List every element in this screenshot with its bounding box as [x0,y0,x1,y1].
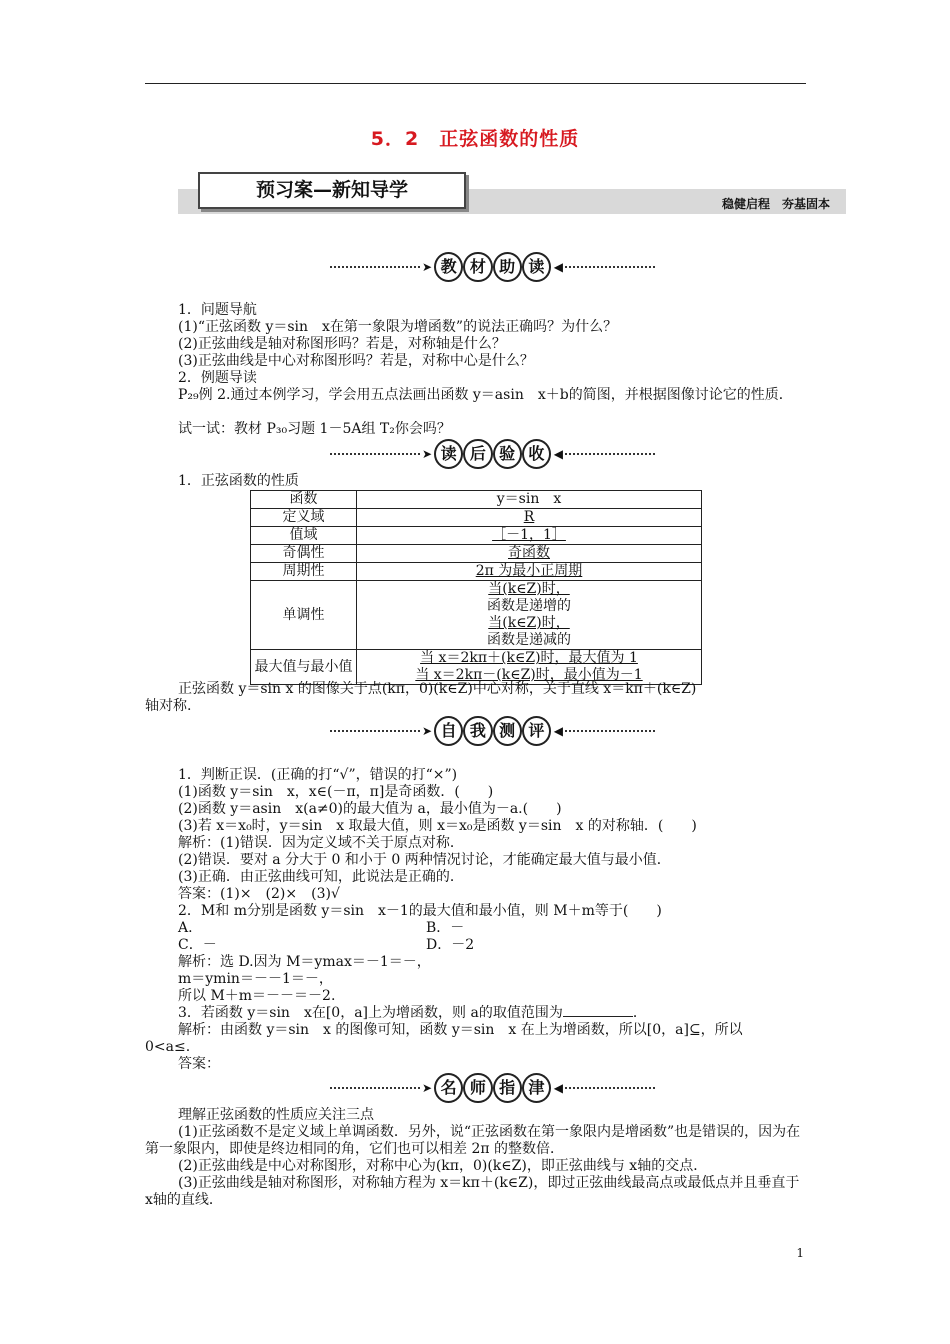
tips-paragraph: (1)正弦函数不是定义域上单调函数．另外，说“正弦函数在第一象限内是增函数”也是错误的，因为在第一象限内，即使是终边相同的角，它们也可以相差 2π 的整数倍． [145,1124,801,1157]
test-line: 1．判断正误．(正确的打“√”，错误的打“×”) [178,767,458,783]
test-line: 0<a≤. [145,1039,191,1055]
test-line: (3)若 x＝x₀时，y＝sin x 取最大值，则 x＝x₀是函数 y＝sin x 的对称轴．( ) [178,818,697,834]
read-line: (1)“正弦函数 y＝sin x在第一象限为增函数”的说法正确吗？为什么？ [178,319,618,335]
section-char: 津 [522,1073,551,1103]
test-line: (2)函数 y＝asin x(a≠0)的最大值为 a，最小值为－a.( ) [178,801,562,817]
read-line: 1．问题导航 [178,302,257,318]
section-header-tips: ➤ 名 师 指 津 ◀ [330,1073,655,1103]
section-char: 读 [434,439,463,469]
page-number: 1 [796,1246,804,1260]
banner-box: 预习案—新知导学 [198,172,466,209]
test-line: (1)函数 y＝sin x，x∈(－π，π]是奇函数．( ) [178,784,494,800]
test-line: 答案： [178,1056,220,1072]
page-title: 5．2 正弦函数的性质 [370,128,580,150]
read-line: (3)正弦曲线是中心对称图形吗？若是，对称中心是什么？ [178,353,534,369]
option-d: D．－2 [426,937,475,953]
read-paragraph: P₂₉例 2.通过本例学习，学会用五点法画出函数 y＝asin x＋b的简图，并根据图像讨论它的性质． [178,387,793,403]
section-char: 我 [463,716,492,746]
section-char: 测 [493,716,522,746]
symmetry-line: 正弦函数 y＝sin x 的图像关于点(kπ，0)(k∈Z)中心对称，关于直线 x＝kπ＋(k∈Z) [178,681,697,697]
test-line: (2)错误．要对 a 分大于 0 和小于 0 两种情况讨论，才能确定最大值与最小值． [178,852,671,868]
table-caption: 1．正弦函数的性质 [178,473,299,489]
section-char: 自 [434,716,463,746]
section-header-textbook: ➤ 教 材 助 读 ◀ [330,252,655,282]
test-line: 解析：选 D.因为 M＝ymax＝－1＝－， [178,954,431,970]
option-c: C．－ [178,937,217,953]
banner-slogan: 稳健启程 夯基固本 [721,197,830,211]
section-char: 收 [522,439,551,469]
section-char: 后 [463,439,492,469]
test-line: 解析：由函数 y＝sin x 的图像可知，函数 y＝sin x 在上为增函数，所以[0，a]⊆，所以 [178,1022,743,1038]
section-char: 评 [522,716,551,746]
test-line: 解析：(1)错误．因为定义域不关于原点对称． [178,835,464,851]
section-char: 教 [434,252,463,282]
tips-line: 理解正弦函数的性质应关注三点 [178,1107,374,1123]
section-char: 师 [463,1073,492,1103]
test-line: m＝ymin＝－－1＝－， [178,971,333,987]
test-line: 3．若函数 y＝sin x在[0，a]上为增函数，则 a的取值范围为 ． [178,1005,647,1021]
read-line: (2)正弦曲线是轴对称图形吗？若是，对称轴是什么？ [178,336,506,352]
top-rule [145,83,806,84]
test-line: (3)正确．由正弦曲线可知，此说法是正确的． [178,869,464,885]
section-char: 助 [493,252,522,282]
section-char: 名 [434,1073,463,1103]
section-char: 读 [522,252,551,282]
tips-paragraph: (3)正弦曲线是轴对称图形，对称轴方程为 x＝kπ＋(k∈Z)，即过正弦曲线最高点或最低点并且垂直于 x轴的直线． [145,1175,800,1208]
section-header-self-test: ➤ 自 我 测 评 ◀ [330,716,655,746]
read-line: 2．例题导读 [178,370,257,386]
test-line: 答案：(1)× (2)× (3)√ [178,886,340,902]
read-line: 试一试：教材 P₃₀习题 1－5A组 T₂你会吗？ [178,421,451,437]
section-char: 指 [493,1073,522,1103]
symmetry-line: 轴对称. [145,698,192,714]
section-header-review: ➤ 读 后 验 收 ◀ [330,439,655,469]
option-a: A. [178,920,207,936]
section-char: 验 [493,439,522,469]
test-line: 2．M和 m分别是函数 y＝sin x－1的最大值和最小值，则 M＋m等于( ) [178,903,662,919]
test-line: 所以 M＋m＝－－＝－2. [178,988,336,1004]
tips-line: (2)正弦曲线是中心对称图形，对称中心为(kπ，0)(k∈Z)，即正弦曲线与 x轴的交点． [178,1158,708,1174]
sine-properties-table: 函数 y＝sin x 定义域 R 值域 ［－1，1］ 奇偶性 奇函数 周期性 2π 为最小正周期 单调性 当(k∈Z)时， 函数是递增的 当(k∈Z)时， 函数是递减的 最大值与最小值 当 x＝2kπ＋(k∈Z)时，最大值为 1 当 x＝2kπ－(k∈Z)时，最小值为－1 [250,490,702,685]
option-b: B．－ [426,920,465,936]
section-char: 材 [463,252,492,282]
